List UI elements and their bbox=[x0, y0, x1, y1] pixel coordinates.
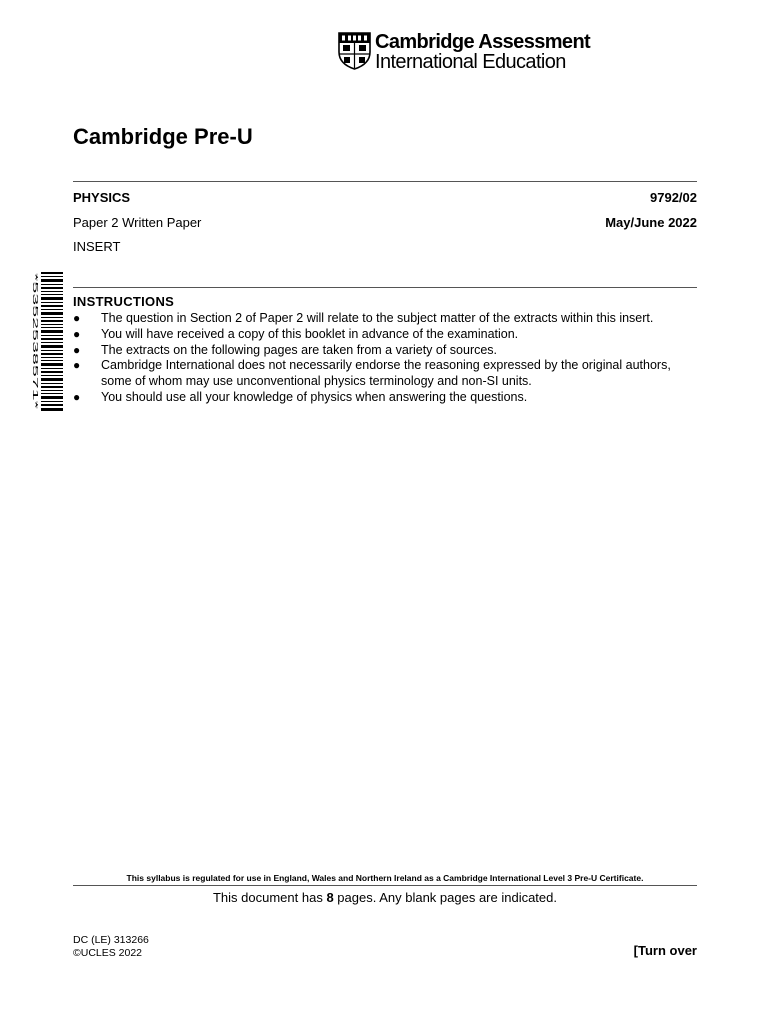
barcode bbox=[31, 272, 63, 412]
org-name-line2: International Education bbox=[375, 51, 566, 73]
divider bbox=[73, 287, 697, 288]
bullet-icon: ● bbox=[73, 358, 81, 373]
instruction-text: You will have received a copy of this booklet in advance of the examination. bbox=[101, 326, 519, 341]
list-item bbox=[73, 311, 703, 327]
paper-component: Paper 2 Written Paper bbox=[73, 215, 202, 230]
paper-type: INSERT bbox=[73, 239, 121, 254]
exam-session: May/June 2022 bbox=[605, 215, 697, 230]
divider bbox=[73, 181, 697, 182]
instruction-text: The question in Section 2 of Paper 2 will relate to the subject matter of the extracts within this insert. bbox=[101, 311, 654, 325]
organization-logo bbox=[338, 32, 598, 74]
list-item bbox=[73, 390, 703, 406]
crest-icon bbox=[338, 32, 371, 70]
instruction-text: You should use all your knowledge of physics when answering the questions. bbox=[101, 389, 528, 404]
bullet-icon: ● bbox=[73, 389, 81, 404]
pages-count: 8 bbox=[326, 890, 334, 905]
bullet-icon: ● bbox=[73, 342, 81, 357]
qualification-title: Cambridge Pre-U bbox=[73, 124, 253, 149]
divider bbox=[73, 885, 697, 886]
barcode-number: *5352538571* bbox=[31, 273, 40, 321]
instruction-text: Cambridge International does not necessarily endorse the reasoning expressed by the original authors, some of whom may use unconventional physics terminology and non-SI units. bbox=[101, 358, 671, 389]
regulation-note: This syllabus is regulated for use in England, Wales and Northern Ireland as a Cambridge International Level 3 Pre-U Certificate. bbox=[126, 873, 644, 883]
bullet-icon: ● bbox=[73, 326, 81, 341]
pages-note bbox=[73, 890, 697, 905]
org-name-line1: Cambridge Assessment bbox=[375, 31, 591, 53]
list-item bbox=[73, 358, 703, 390]
document-code-block bbox=[73, 934, 149, 959]
pages-note-prefix: This document has bbox=[212, 890, 327, 905]
pages-note-suffix: pages. Any blank pages are indicated. bbox=[333, 890, 557, 905]
list-item bbox=[73, 343, 703, 359]
bullet-icon: ● bbox=[73, 311, 81, 325]
instructions-heading: INSTRUCTIONS bbox=[73, 294, 175, 309]
instruction-text: The extracts on the following pages are taken from a variety of sources. bbox=[101, 342, 498, 357]
list-item bbox=[73, 327, 703, 343]
copyright: ©UCLES 2022 bbox=[73, 946, 143, 959]
paper-code: 9792/02 bbox=[650, 190, 697, 205]
instructions-list bbox=[73, 311, 703, 406]
turn-over-label: [Turn over bbox=[633, 943, 697, 958]
subject-title: PHYSICS bbox=[73, 190, 131, 205]
document-code: DC (LE) 313266 bbox=[73, 934, 149, 946]
